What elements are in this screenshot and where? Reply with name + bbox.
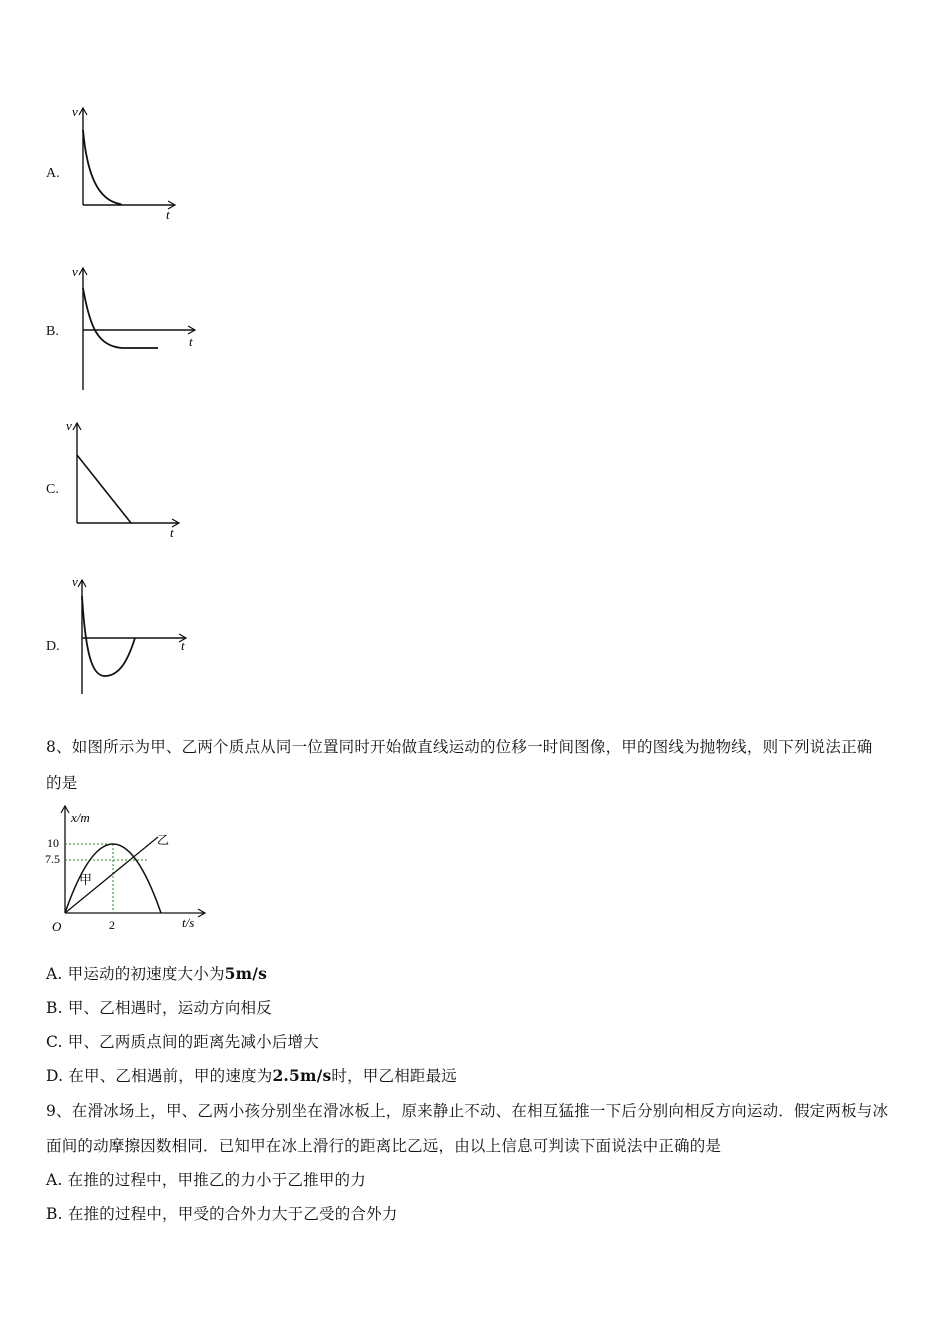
graph-c	[55, 415, 190, 549]
q8-curve-jia-label: 甲	[79, 873, 93, 888]
y-axis-label: v	[66, 418, 72, 433]
q8-stem-line2: 的是	[46, 774, 78, 792]
q8-option-b: B. 甲、乙相遇时，运动方向相反	[46, 999, 272, 1017]
q8-origin-label: O	[52, 919, 62, 934]
y-axis-label: v	[72, 104, 78, 119]
option-text: D. 在甲、乙相遇前，甲的速度为	[46, 1067, 273, 1085]
q9-stem-line1: 9、在滑冰场上，甲、乙两小孩分别坐在滑冰板上，原来静止不动、在相互猛推一下后分别向相反方向运动．假定两板与冰	[46, 1102, 889, 1120]
graph-b	[60, 258, 205, 402]
q8-figure-svg	[40, 800, 220, 940]
q8-x-tick-2: 2	[109, 918, 115, 932]
option-letter: B.	[46, 324, 59, 339]
graph-d	[60, 572, 195, 706]
graph-a-svg	[60, 100, 190, 225]
x-axis-label: t	[170, 525, 174, 540]
option-text-suffix: 时，甲乙相距最远	[331, 1067, 458, 1085]
y-axis-label: v	[72, 264, 78, 279]
q8-figure	[40, 800, 220, 944]
q9-stem-line2: 面间的动摩擦因数相同．已知甲在冰上滑行的距离比乙远，由以上信息可判读下面说法中正确的是	[46, 1137, 722, 1155]
q9-option-b: B. 在推的过程中，甲受的合外力大于乙受的合外力	[46, 1205, 398, 1223]
x-axis-label: t	[166, 207, 170, 222]
q8-curve-yi-label: 乙	[157, 833, 170, 847]
q8-x-axis-label: t/s	[182, 915, 195, 930]
graph-c-svg	[55, 415, 190, 545]
q8-option-d	[46, 1064, 457, 1086]
q8-stem-line1: 8、如图所示为甲、乙两个质点从同一位置同时开始做直线运动的位移一时间图像，甲的图线为抛物线，则下列说法正确	[46, 738, 873, 756]
option-value: 5m/s	[224, 964, 268, 983]
option-text: A. 甲运动的初速度大小为	[46, 965, 225, 983]
graph-b-svg	[60, 258, 205, 398]
option-value: 2.5m/s	[272, 1066, 332, 1085]
graph-d-svg	[60, 572, 195, 702]
q9-option-a: A. 在推的过程中，甲推乙的力小于乙推甲的力	[46, 1171, 366, 1189]
y-axis-label: v	[72, 574, 78, 589]
option-letter: C.	[46, 482, 59, 497]
option-letter: D.	[46, 639, 60, 654]
x-axis-label: t	[181, 638, 185, 653]
q8-y-tick-10: 10	[47, 836, 59, 850]
q8-y-axis-label: x/m	[71, 810, 90, 825]
graph-a	[60, 100, 190, 229]
x-axis-label: t	[189, 334, 193, 349]
option-letter: A.	[46, 166, 60, 181]
q8-option-c: C. 甲、乙两质点间的距离先减小后增大	[46, 1033, 319, 1051]
q8-option-a	[46, 962, 267, 984]
q8-y-tick-7.5: 7.5	[45, 852, 60, 866]
